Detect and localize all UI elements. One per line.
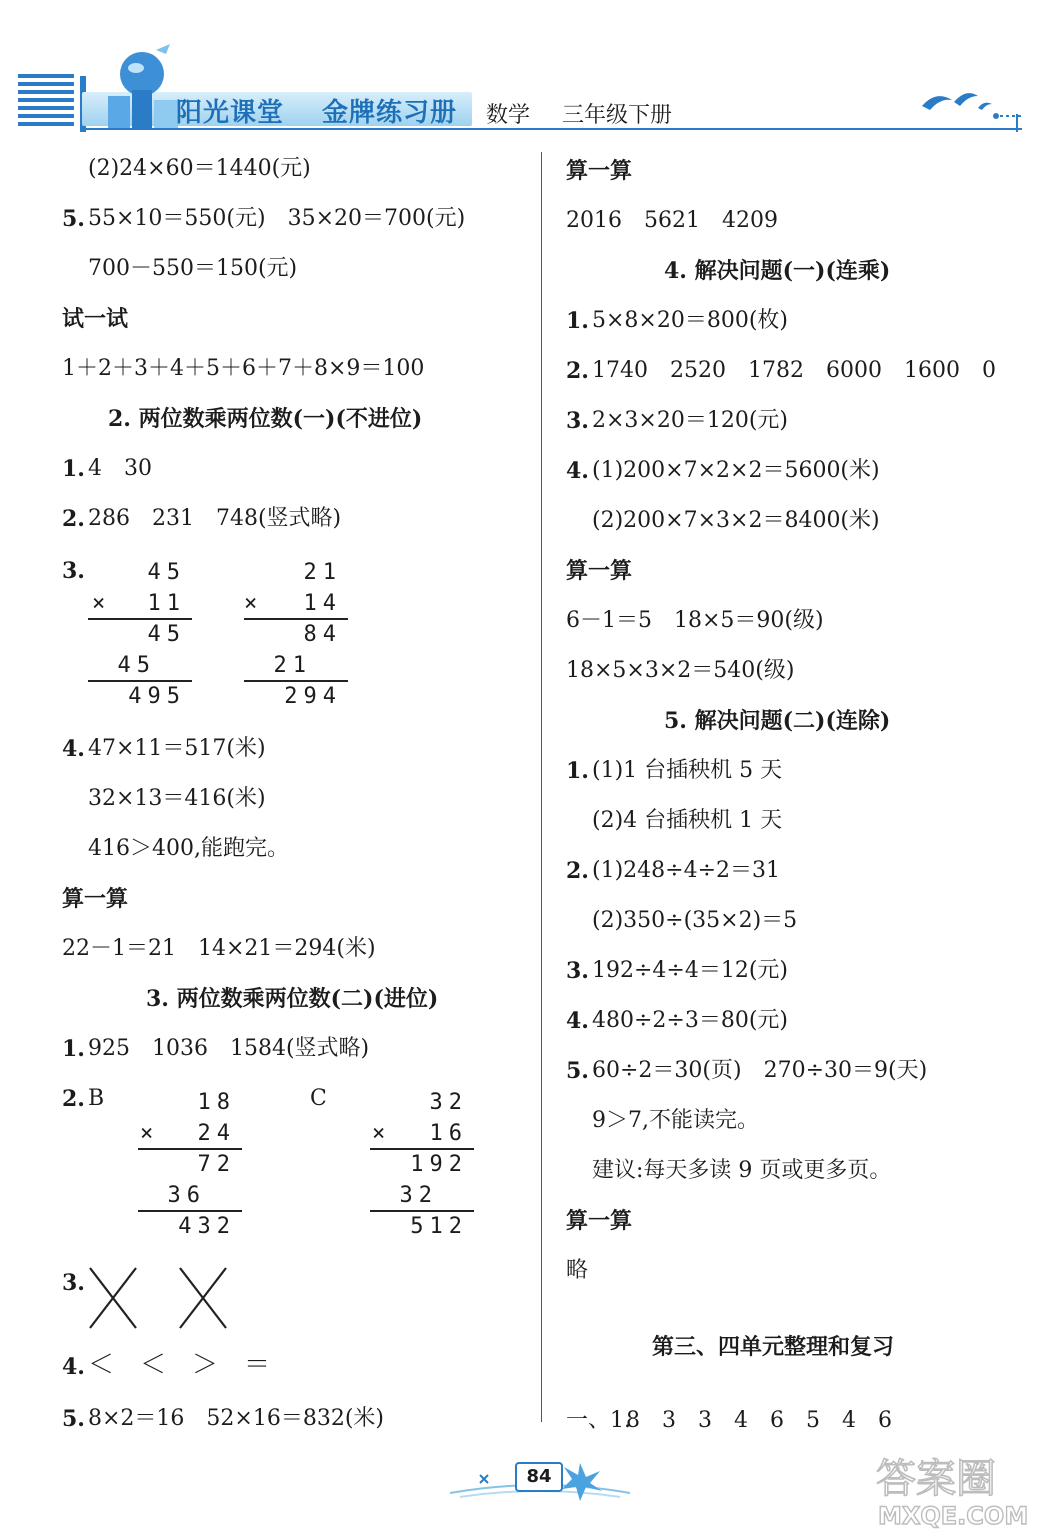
question-number: 4. [566, 458, 589, 484]
header-rule [82, 128, 1022, 130]
header-end-tick [1016, 114, 1018, 132]
answer-line: (2)4 台插秧机 1 天 [592, 808, 783, 833]
answer-line: 416＞400,能跑完。 [88, 836, 289, 861]
question-number: 1. [62, 1036, 85, 1062]
subsection-title: 试一试 [62, 306, 129, 332]
times-sign: × [372, 1121, 392, 1146]
answer-line: 6－1＝5 18×5＝90(级) [566, 608, 824, 633]
multiplicand: 45 [147, 560, 186, 585]
partial-product: 45 [117, 653, 156, 678]
answer-line: (1)200×7×2×2＝5600(米) [592, 458, 880, 483]
question-number: 3. [62, 1270, 85, 1296]
answer-line: 18×5×3×2＝540(级) [566, 658, 795, 683]
partial-product: 36 [167, 1183, 206, 1208]
question-number: 一、1. [566, 1408, 631, 1433]
question-number: 2. [566, 358, 589, 384]
answer-line: 建议:每天多读 9 页或更多页。 [592, 1158, 892, 1183]
vertical-multiplication [138, 1088, 242, 1242]
vertical-multiplication [244, 558, 348, 712]
question-number: 4. [566, 1008, 589, 1034]
multiplier: 16 [429, 1121, 468, 1146]
section-title: 5. 解决问题(二)(连除) [664, 708, 891, 734]
question-number: 1. [566, 308, 589, 334]
times-sign: × [140, 1121, 160, 1146]
site-watermark [870, 1450, 1045, 1530]
books-globe-logo-icon [96, 40, 188, 136]
product: 294 [284, 684, 342, 709]
answer-line: 1740 2520 1782 6000 1600 0 [592, 358, 996, 383]
answer-line: 192÷4÷4＝12(元) [592, 958, 789, 983]
question-number: 2. [62, 506, 85, 532]
vertical-multiplication [370, 1088, 474, 1242]
question-number: 4. [62, 1354, 85, 1380]
times-sign: × [92, 591, 112, 616]
answer-line: 60÷2＝30(页) 270÷30＝9(天) [592, 1058, 928, 1083]
question-number: 1. [62, 456, 85, 482]
header-stripes [18, 74, 74, 130]
question-number: 3. [62, 558, 85, 584]
answer-line: ＜ ＜ ＞ ＝ [88, 1350, 271, 1380]
question-number: 3. [566, 958, 589, 984]
brand-name-left: 阳光课堂 [176, 98, 285, 128]
partial-product: 21 [273, 653, 312, 678]
watermark-bottom-text: MXQE.COM [878, 1502, 1029, 1530]
partial-product: 72 [197, 1152, 236, 1177]
answer-line: 286 231 748(竖式略) [88, 506, 342, 531]
answer-line: 4 30 [88, 456, 152, 481]
grade-label: 三年级下册 [562, 103, 673, 128]
brand-name-right: 金牌练习册 [322, 98, 458, 128]
column-divider [541, 152, 542, 1422]
times-sign: × [244, 591, 264, 616]
cross-mark-icon [88, 1266, 138, 1330]
partial-product: 192 [410, 1152, 468, 1177]
multiplier: 14 [303, 591, 342, 616]
subsection-title: 算一算 [62, 886, 129, 912]
multiplicand: 21 [303, 560, 342, 585]
product: 432 [178, 1214, 236, 1239]
answer-line: (2)350÷(35×2)＝5 [592, 908, 798, 933]
question-number: 3. [566, 408, 589, 434]
question-number: 2. [62, 1086, 85, 1112]
subsection-title: 算一算 [566, 1208, 633, 1234]
multiplicand: 18 [197, 1090, 236, 1115]
answer-line: 8×2＝16 52×16＝832(米) [88, 1406, 385, 1431]
choice-letter: B [88, 1086, 105, 1111]
section-title: 2. 两位数乘两位数(一)(不进位) [108, 406, 423, 432]
answer-line: 925 1036 1584(竖式略) [88, 1036, 370, 1061]
multiplicand: 32 [429, 1090, 468, 1115]
answer-line: 480÷2÷3＝80(元) [592, 1008, 789, 1033]
subject-label: 数学 [486, 103, 531, 128]
partial-product: 32 [399, 1183, 438, 1208]
answer-line: 700－550＝150(元) [88, 256, 298, 281]
choice-letter: C [310, 1086, 327, 1111]
question-number: 4. [62, 736, 85, 762]
page-header [0, 0, 1053, 150]
answer-line: 2×3×20＝120(元) [592, 408, 789, 433]
section-title: 3. 两位数乘两位数(二)(进位) [146, 986, 439, 1012]
question-number: 5. [62, 206, 85, 232]
answer-line: 5×8×20＝800(枚) [592, 308, 789, 333]
watermark-top-text: 答案圈 [876, 1456, 996, 1502]
subsection-title: 算一算 [566, 558, 633, 584]
multiplier: 11 [147, 591, 186, 616]
answer-line: (1)1 台插秧机 5 天 [592, 758, 783, 783]
question-number: 1. [566, 758, 589, 784]
answer-line: (2)24×60＝1440(元) [88, 156, 311, 181]
question-number: 2. [566, 858, 589, 884]
answer-line: 55×10＝550(元) 35×20＝700(元) [88, 206, 466, 231]
vertical-multiplication [88, 558, 192, 712]
answer-line: (2)200×7×3×2＝8400(米) [592, 508, 880, 533]
section-title: 第三、四单元整理和复习 [652, 1334, 895, 1360]
partial-product: 45 [147, 622, 186, 647]
birds-icon [918, 82, 1028, 142]
answer-line: 1＋2＋3＋4＋5＋6＋7＋8×9＝100 [62, 356, 425, 381]
answer-line: 2016 5621 4209 [566, 208, 778, 233]
answer-line: 32×13＝416(米) [88, 786, 266, 811]
answer-line: 8 3 3 4 6 5 4 6 [626, 1408, 892, 1433]
answer-line: 47×11＝517(米) [88, 736, 266, 761]
multiplier: 24 [197, 1121, 236, 1146]
partial-product: 84 [303, 622, 342, 647]
answer-line: 略 [566, 1258, 589, 1283]
answer-line: (1)248÷4÷2＝31 [592, 858, 781, 883]
question-number: 5. [566, 1058, 589, 1084]
answer-line: 9＞7,不能读完。 [592, 1108, 759, 1133]
answer-line: 22－1＝21 14×21＝294(米) [62, 936, 376, 961]
product: 512 [410, 1214, 468, 1239]
product: 495 [128, 684, 186, 709]
page-number: 84 [515, 1462, 563, 1492]
question-number: 5. [62, 1406, 85, 1432]
cross-mark-icon [178, 1266, 228, 1330]
subsection-title: 算一算 [566, 158, 633, 184]
section-title: 4. 解决问题(一)(连乘) [664, 258, 891, 284]
